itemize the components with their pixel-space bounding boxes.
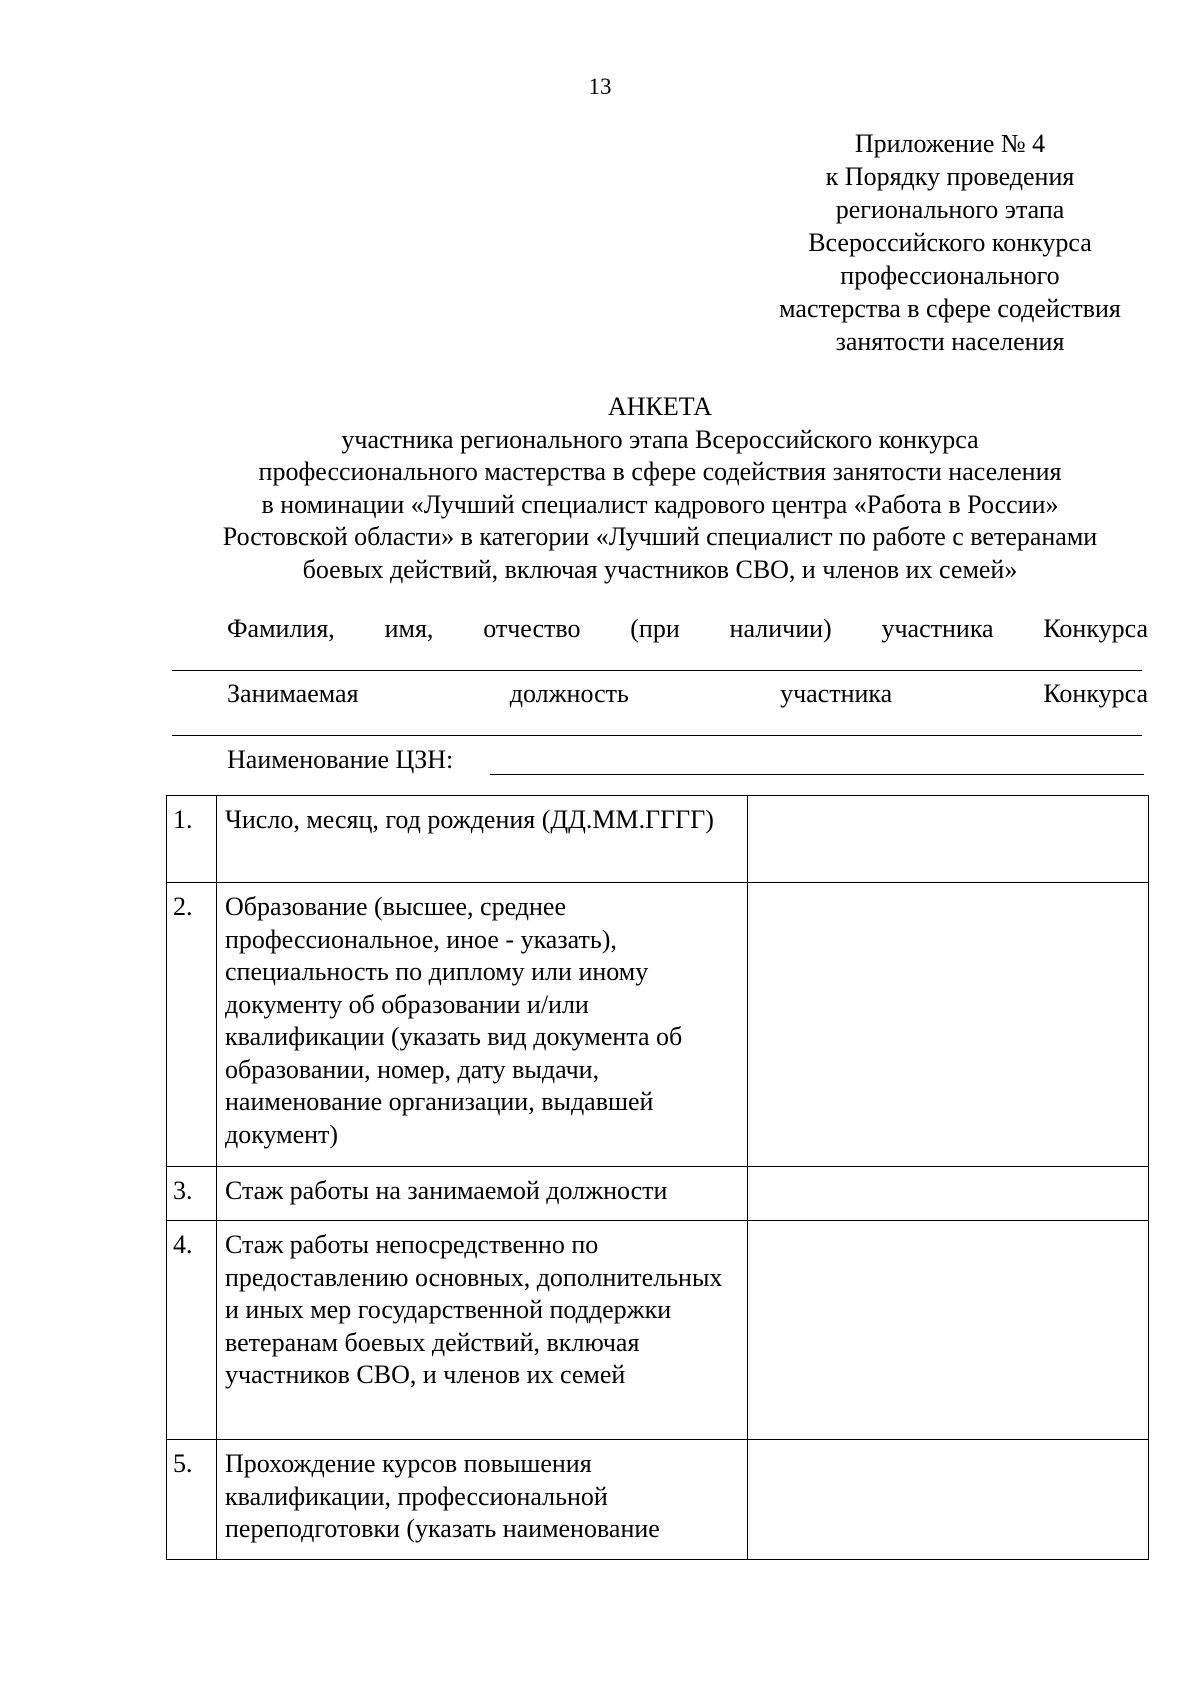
- full-name-word: отчество: [483, 614, 581, 643]
- form-subtitle-line: профессионального мастерства в сфере содействия занятости населения: [258, 457, 1062, 486]
- row-answer-cell[interactable]: [748, 1440, 1149, 1560]
- table-row: [167, 796, 1149, 883]
- form-subtitle-line: боевых действий, включая участников СВО, и членов их семей»: [302, 554, 1018, 584]
- row-question: Число, месяц, год рождения (ДД.ММ.ГГГГ): [217, 796, 748, 883]
- row-question: Стаж работы непосредственно по предоставлению основных, дополнительных и иных мер государственной поддержки ветеранам боевых действий, включая участников СВО, и членов их семей: [217, 1221, 748, 1440]
- full-name-word: участника: [881, 614, 994, 643]
- position-label: [227, 678, 1148, 710]
- row-answer-cell[interactable]: [748, 796, 1149, 883]
- position-word: участника: [780, 679, 893, 708]
- position-word: должность: [509, 679, 629, 708]
- page-number: 13: [588, 74, 612, 99]
- form-heading: [150, 391, 1170, 586]
- appendix-reference: [740, 127, 1160, 358]
- row-answer-cell[interactable]: [748, 883, 1149, 1167]
- appendix-line: занятости населения: [835, 327, 1065, 356]
- table-row: [167, 1167, 1149, 1221]
- position-word: Занимаемая: [227, 679, 359, 708]
- row-number: 5.: [167, 1440, 217, 1560]
- row-number: 1.: [167, 796, 217, 883]
- row-number: 2.: [167, 883, 217, 1167]
- table-row: [167, 883, 1149, 1167]
- appendix-line: мастерства в сфере содействия: [779, 294, 1121, 323]
- full-name-fill-line[interactable]: [172, 670, 1142, 671]
- position-fill-line[interactable]: [172, 735, 1142, 736]
- czn-fill-line[interactable]: [490, 774, 1144, 775]
- appendix-line: Всероссийского конкурса: [808, 228, 1092, 257]
- form-subtitle-line: участника регионального этапа Всероссийского конкурса: [341, 424, 979, 454]
- appendix-line: регионального этапа: [835, 195, 1065, 224]
- appendix-line: профессионального: [840, 261, 1060, 290]
- full-name-label: [227, 613, 1148, 645]
- full-name-word: (при: [630, 614, 680, 643]
- row-number: 3.: [167, 1167, 217, 1221]
- full-name-word: Фамилия,: [227, 614, 335, 643]
- form-subtitle-line: в номинации «Лучший специалист кадрового центра «Работа в России»: [261, 489, 1059, 519]
- full-name-word: имя,: [384, 614, 434, 643]
- row-question: Прохождение курсов повышения квалификации, профессиональной переподготовки (указать наименование: [217, 1440, 748, 1560]
- form-title: АНКЕТА: [607, 392, 713, 421]
- questionnaire-table: [166, 795, 1149, 1560]
- appendix-line: к Порядку проведения: [825, 162, 1075, 191]
- form-subtitle-line: Ростовской области» в категории «Лучший специалист по работе с ветеранами: [222, 522, 1098, 551]
- row-question: Образование (высшее, среднее профессиональное, иное - указать), специальность по диплому или иному документу об образовании и/или квалификации (указать вид документа об образовании, номер, дату выдачи, наименование организации, выдавшей документ): [217, 883, 748, 1167]
- appendix-line: Приложение № 4: [854, 129, 1046, 158]
- row-question: Стаж работы на занимаемой должности: [217, 1167, 748, 1221]
- full-name-word: наличии): [729, 614, 832, 643]
- czn-label: Наименование ЦЗН:: [227, 745, 454, 774]
- row-number: 4.: [167, 1221, 217, 1440]
- full-name-word: Конкурса: [1043, 614, 1148, 643]
- table-row: [167, 1221, 1149, 1440]
- row-answer-cell[interactable]: [748, 1167, 1149, 1221]
- row-answer-cell[interactable]: [748, 1221, 1149, 1440]
- position-word: Конкурса: [1043, 679, 1148, 708]
- table-row: [167, 1440, 1149, 1560]
